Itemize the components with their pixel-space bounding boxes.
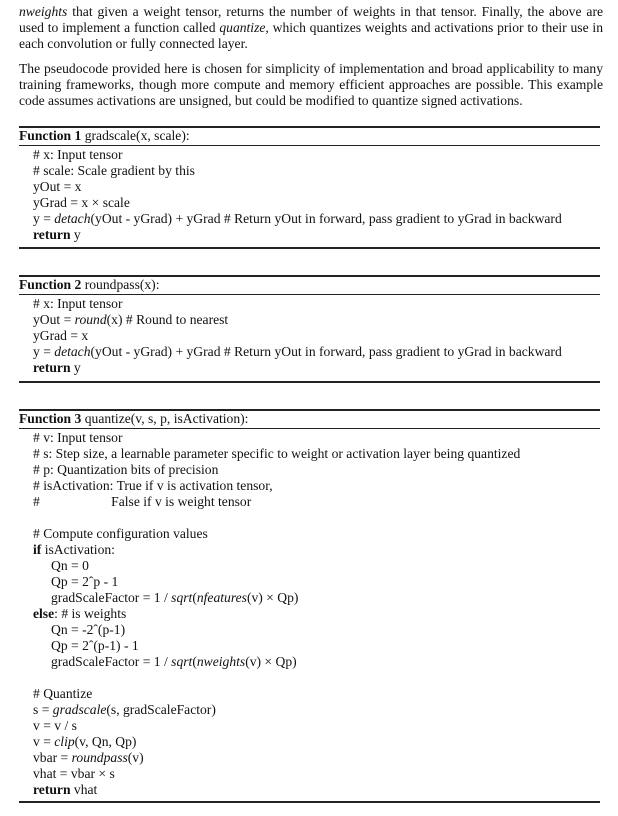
code-text: (yOut - yGrad) + yGrad # Return yOut in forward, pass gradient to yGrad in backward (90, 344, 562, 359)
code-text: yGrad = x × scale (33, 195, 130, 210)
function-name: detach (54, 344, 91, 359)
code-line (33, 494, 520, 510)
code-line (33, 211, 562, 227)
code-line (33, 179, 562, 195)
function-3-body (33, 430, 520, 798)
code-line (33, 360, 562, 376)
intro-paragraph-1: nweights that given a weight tensor, returns the number of weights in that tensor. Finally, the above are used to implement a function called quantize, which quantizes weights and activations prior to their use in each convolution or fully connected layer. (19, 4, 604, 51)
code-text: gradScaleFactor = 1 / (51, 590, 172, 605)
code-text: yGrad = x (33, 328, 89, 343)
code-line (33, 734, 520, 750)
function-name: clip (54, 734, 75, 749)
code-text: isActivation: (41, 542, 115, 557)
code-line (33, 622, 520, 638)
function-3-bottom-rule (19, 801, 600, 803)
code-text: # v: Input tensor (33, 430, 123, 445)
code-text: # isActivation: True if v is activation tensor, (33, 478, 273, 493)
code-text: Qn = 0 (51, 558, 89, 573)
code-line (33, 296, 562, 312)
code-text: Qp = 2ˆ(p-1) - 1 (51, 638, 139, 653)
keyword: if (33, 542, 42, 557)
function-3-label: Function 3 (19, 411, 82, 426)
code-line (33, 542, 520, 558)
code-text: Qp = 2ˆp - 1 (51, 574, 119, 589)
code-text: # scale: Scale gradient by this (33, 163, 195, 178)
function-name: sqrt (171, 590, 193, 605)
code-text: ( (192, 654, 197, 669)
code-text: yOut = x (33, 179, 82, 194)
code-line (33, 344, 562, 360)
code-text: # x: Input tensor (33, 147, 123, 162)
code-text: y (70, 227, 81, 242)
function-1-body (33, 147, 562, 243)
code-text: y = (33, 211, 55, 226)
function-2-body (33, 296, 562, 376)
keyword: else (33, 606, 55, 621)
code-text: v = v / s (33, 718, 77, 733)
code-line (33, 558, 520, 574)
function-2-label: Function 2 (19, 277, 82, 292)
code-line (33, 147, 562, 163)
code-line (33, 718, 520, 734)
function-1-header (19, 128, 190, 144)
code-line (33, 478, 520, 494)
code-line (33, 328, 562, 344)
code-text: # x: Input tensor (33, 296, 123, 311)
code-text: # p: Quantization bits of precision (33, 462, 219, 477)
code-line (33, 766, 520, 782)
keyword: return (33, 782, 71, 797)
code-text: vhat (70, 782, 98, 797)
function-3-header-rule (19, 428, 600, 429)
code-line (33, 638, 520, 654)
function-1-signature: gradscale(x, scale): (84, 128, 190, 143)
keyword: return (33, 227, 71, 242)
code-line (33, 312, 562, 328)
function-name: sqrt (171, 654, 193, 669)
function-name: gradscale (52, 702, 107, 717)
function-name: roundpass (71, 750, 128, 765)
function-1-bottom-rule (19, 247, 600, 249)
code-line (33, 227, 562, 243)
code-text: gradScaleFactor = 1 / (51, 654, 172, 669)
code-line (33, 670, 520, 686)
code-line (33, 163, 562, 179)
code-text: # Quantize (33, 686, 93, 701)
code-text: Qn = -2ˆ(p-1) (51, 622, 126, 637)
code-line (33, 782, 520, 798)
function-3-signature: quantize(v, s, p, isActivation): (84, 411, 249, 426)
code-text: v = (33, 734, 55, 749)
code-text: (s, gradScaleFactor) (106, 702, 216, 717)
code-text: ( (192, 590, 197, 605)
function-name: nweights (196, 654, 246, 669)
code-line (33, 574, 520, 590)
code-text: # s: Step size, a learnable parameter specific to weight or activation layer being quantized (33, 446, 521, 461)
code-text: vhat = vbar × s (33, 766, 115, 781)
code-line (33, 702, 520, 718)
quantize-term: quantize (219, 20, 266, 35)
code-text: y (70, 360, 81, 375)
code-text: (v) (127, 750, 144, 765)
code-line (33, 526, 520, 542)
code-line (33, 462, 520, 478)
code-line (33, 606, 520, 622)
code-text: # False if v is weight tensor (33, 494, 252, 509)
function-name: round (74, 312, 107, 327)
function-2-bottom-rule (19, 381, 600, 383)
code-line (33, 654, 520, 670)
code-line (33, 446, 520, 462)
function-1-label: Function 1 (19, 128, 82, 143)
code-text: (v, Qn, Qp) (74, 734, 137, 749)
code-line (33, 430, 520, 446)
intro-paragraph-2: The pseudocode provided here is chosen for simplicity of implementation and broad applicability to many training frameworks, though more compute and memory efficient approaches are possible. This example code assumes activations are unsigned, but could be modified to quantize signed activations. (19, 61, 603, 108)
function-name: nfeatures (196, 590, 247, 605)
function-2-signature: roundpass(x): (84, 277, 160, 292)
keyword: return (33, 360, 71, 375)
code-text: s = (33, 702, 53, 717)
code-text: (yOut - yGrad) + yGrad # Return yOut in forward, pass gradient to yGrad in backward (90, 211, 562, 226)
code-line (33, 510, 520, 526)
code-text: # Compute configuration values (33, 526, 208, 541)
code-text: (v) × Qp) (245, 654, 297, 669)
function-3-header (19, 411, 248, 427)
code-text: (v) × Qp) (246, 590, 299, 605)
nweights-term: nweights (19, 4, 68, 19)
code-line (33, 590, 520, 606)
code-text: yOut = (33, 312, 75, 327)
code-text: (x) # Round to nearest (106, 312, 229, 327)
function-1-header-rule (19, 145, 600, 146)
code-line (33, 750, 520, 766)
code-text: : # is weights (54, 606, 127, 621)
function-name: detach (54, 211, 91, 226)
function-2-header (19, 277, 160, 293)
function-2-header-rule (19, 294, 600, 295)
code-line (33, 195, 562, 211)
code-text: vbar = (33, 750, 72, 765)
code-text: y = (33, 344, 55, 359)
code-line (33, 686, 520, 702)
